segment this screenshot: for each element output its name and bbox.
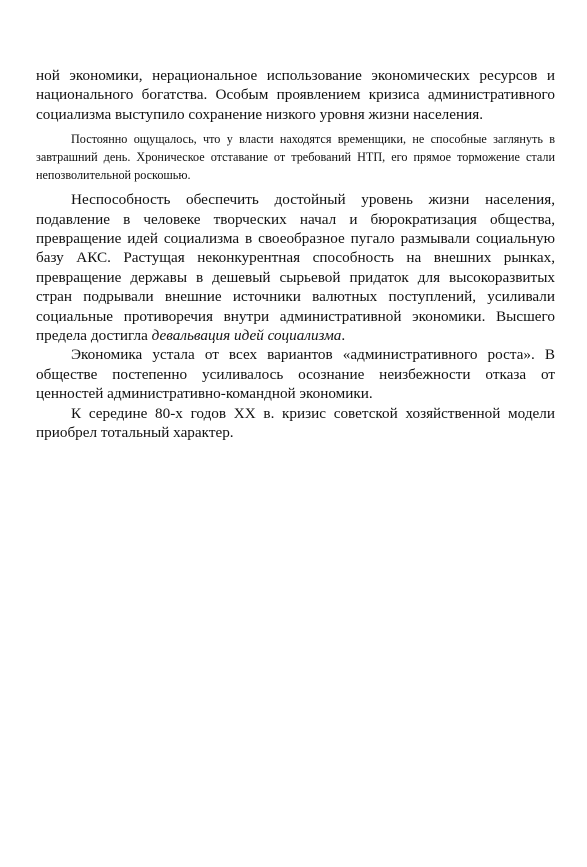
- paragraph-crisis-total: К середине 80-х годов XX в. кризис советской хозяйственной модели приобрел тотальный характер.: [36, 404, 555, 442]
- paragraph-incapacity-text: Неспособность обеспечить достойный уровень жизни населения, подавление в человеке творческих начал и бюрократизация общества, превращение идей социализма в своеобразное пугало размывали социальную базу АКС. Растущая неконкурентная способность на внешних рынках, превращение державы в дешевый сырьевой придаток для высокоразвитых стран подрывали внешние источники валютных поступлений, усиливали социальные противоречия внутри административной экономики. Высшего предела достигла: [36, 191, 555, 345]
- paragraph-incapacity-end: .: [341, 327, 346, 345]
- emphasis-devaluation: девальвация идей социализма: [151, 327, 342, 345]
- paragraph-continuation: ной экономики, нерациональное использование экономических ресурсов и национального богатства. Особым проявлением кризиса административного социализма выступило сохранение низкого уровня жизни населения.: [36, 67, 555, 123]
- paragraph-economy-tired: Экономика устала от всех вариантов «административного роста». В обществе постепенно усиливалось осознание неизбежности отказа от ценностей административно-командной экономики.: [36, 346, 555, 403]
- paragraph-incapacity: [36, 190, 555, 345]
- small-print-note: Постоянно ощущалось, что у власти находятся временщики, не способные заглянуть в завтрашний день. Хроническое отставание от требований НТП, его прямое торможение стали непозволительной роскошью.: [36, 132, 555, 183]
- page-text-block: [36, 66, 555, 443]
